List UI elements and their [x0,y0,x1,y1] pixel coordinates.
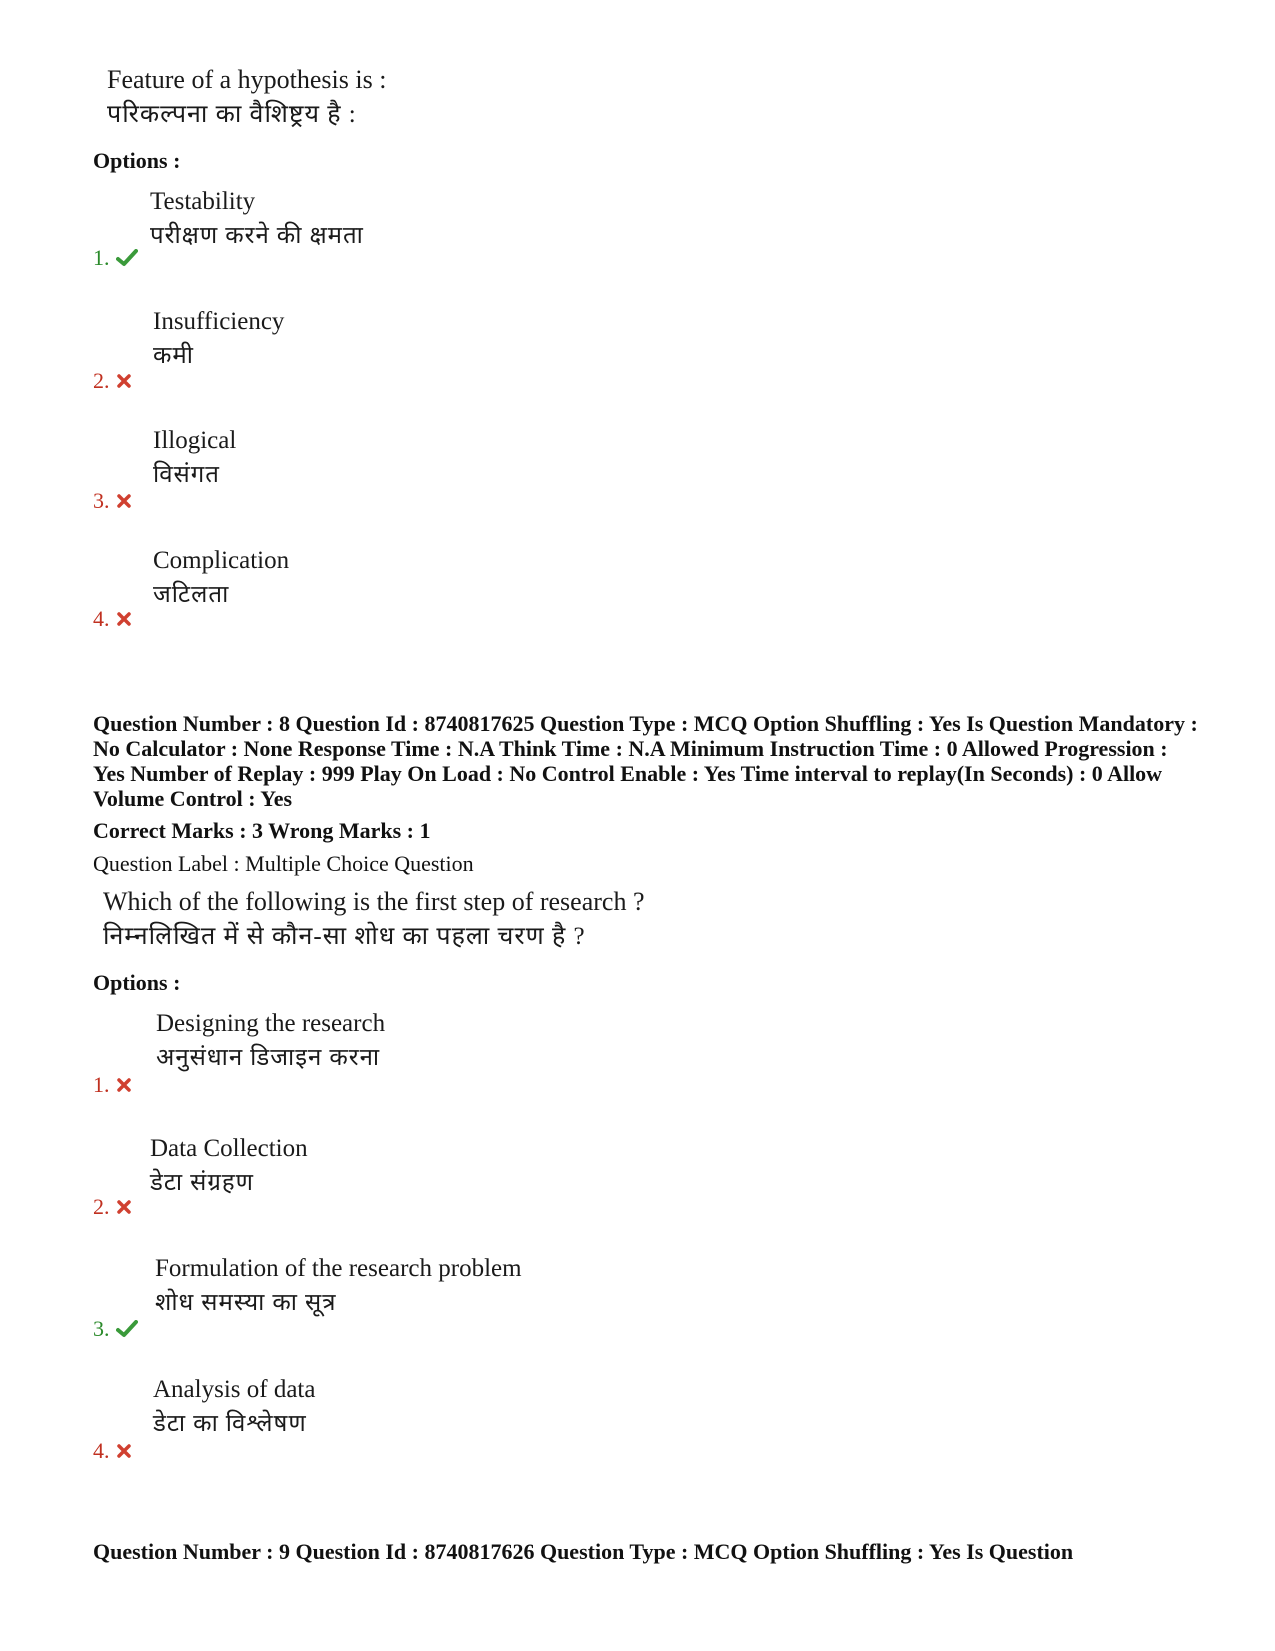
q8-option-1-english: Designing the research [156,1010,386,1037]
q7-option-3-marker [93,490,132,512]
question-7-text [107,64,386,130]
q8-option-4-english: Analysis of data [153,1376,316,1403]
option-number: 4. [93,1438,110,1463]
q7-option-4-marker [93,608,132,630]
question-7-english: Feature of a hypothesis is : [107,65,387,94]
question-8-english: Which of the following is the first step of research ? [103,887,645,916]
q7-option-1-marker [93,247,138,269]
q8-option-1-hindi: अनुसंधान डिजाइन करना [156,1045,381,1072]
options-label: Options : [93,148,181,173]
q7-option-4-hindi: जटिलता [153,582,230,609]
option-number: 2. [93,368,110,393]
q8-option-3-hindi: शोध समस्या का सूत्र [155,1290,337,1317]
q7-option-2-hindi: कमी [153,343,194,370]
q8-option-2-marker [93,1196,132,1218]
q7-option-4-english: Complication [153,547,290,574]
q8-option-4-hindi: डेटा का विश्लेषण [153,1411,307,1438]
option-number: 3. [93,488,110,513]
cross-icon [116,1443,132,1459]
question-8-hindi: निम्नलिखित में से कौन-सा शोध का पहला चरण है ? [103,922,586,950]
question-8-text [103,886,645,952]
question-9-meta: Question Number : 9 Question Id : 8740817626 Question Type : MCQ Option Shuffling : Yes Is Question [93,1539,1074,1564]
q8-option-3-marker [93,1318,138,1340]
cross-icon [116,1199,132,1215]
q8-option-2-hindi: डेटा संग्रहण [150,1170,255,1197]
cross-icon [116,611,132,627]
option-number: 1. [93,245,110,270]
option-number: 2. [93,1194,110,1219]
cross-icon [116,373,132,389]
question-7-hindi: परिकल्पना का वैशिष्ट्रय है : [107,100,357,128]
question-8-marks: Correct Marks : 3 Wrong Marks : 1 [93,818,431,843]
cross-icon [116,493,132,509]
q8-option-3-english: Formulation of the research problem [155,1255,522,1282]
check-icon [116,1320,138,1338]
option-number: 4. [93,606,110,631]
options-label: Options : [93,970,181,995]
check-icon [116,249,138,267]
q7-option-3-english: Illogical [153,427,237,454]
q7-option-1-english: Testability [150,188,256,215]
q7-option-2-english: Insufficiency [153,308,285,335]
option-number: 3. [93,1316,110,1341]
q8-option-2-english: Data Collection [150,1135,308,1162]
q7-option-1-hindi: परीक्षण करने की क्षमता [150,223,364,250]
q7-option-3-hindi: विसंगत [153,462,220,489]
q8-option-4-marker [93,1440,132,1462]
q7-option-2-marker [93,370,132,392]
question-8-meta: Question Number : 8 Question Id : 8740817625 Question Type : MCQ Option Shuffling : Yes Is Question Mandatory : No Calculator : None Response Time : N.A Think Time : N.A Minimum Instruction Time : 0 Allowed Progression : Yes Number of Replay : 999 Play On Load : No Control Enable : Yes Time interval to replay(In Seconds) : 0 Allow Volume Control : Yes [93,711,1198,811]
question-8-label: Question Label : Multiple Choice Question [93,851,474,876]
cross-icon [116,1077,132,1093]
option-number: 1. [93,1072,110,1097]
q8-option-1-marker [93,1074,132,1096]
